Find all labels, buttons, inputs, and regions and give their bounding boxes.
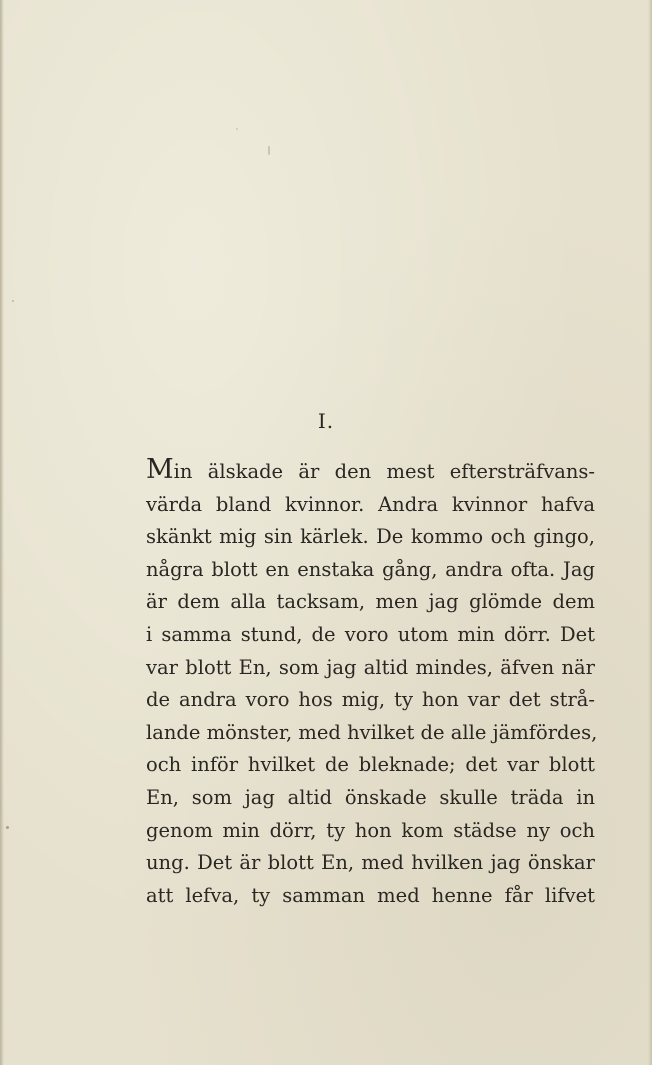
drop-cap: M — [146, 454, 174, 485]
page-edge-left — [0, 0, 4, 1065]
text-line: ung. Det är blott En, med hvilken jag önskar — [146, 851, 595, 875]
text-line: var blott En, som jag altid mindes, äfven när — [146, 655, 595, 679]
page-edge-right — [648, 0, 652, 1065]
text-line: En, som jag altid önskade skulle träda in — [146, 785, 595, 809]
text-line: är dem alla tacksam, men jag glömde dem — [146, 590, 595, 614]
text-line: genom min dörr, ty hon kom städse ny och — [146, 818, 595, 842]
paper-speck — [6, 826, 9, 829]
text-line: att lefva, ty samman med henne får lifvet — [146, 883, 595, 907]
text-line: några blott en enstaka gång, andra ofta. Jag — [146, 557, 595, 581]
chapter-heading: I. — [317, 409, 335, 433]
text-line: lande mönster, med hvilket de alle jämfördes, — [146, 720, 598, 744]
text-line: och inför hvilket de bleknade; det var blott — [146, 753, 595, 777]
paper-speck — [236, 128, 238, 130]
text-line: värda bland kvinnor. Andra kvinnor hafva — [146, 492, 595, 516]
text-line — [146, 456, 595, 489]
text-line-content: in älskade är den mest eftersträfvans- — [173, 460, 595, 483]
paper-speck — [12, 300, 14, 302]
body-text — [146, 454, 598, 912]
text-line: i samma stund, de voro utom min dörr. Det — [146, 622, 595, 646]
paper-speck — [268, 146, 270, 155]
text-line: skänkt mig sin kärlek. De kommo och gingo, — [146, 525, 595, 549]
text-line: de andra voro hos mig, ty hon var det strå- — [146, 688, 595, 712]
